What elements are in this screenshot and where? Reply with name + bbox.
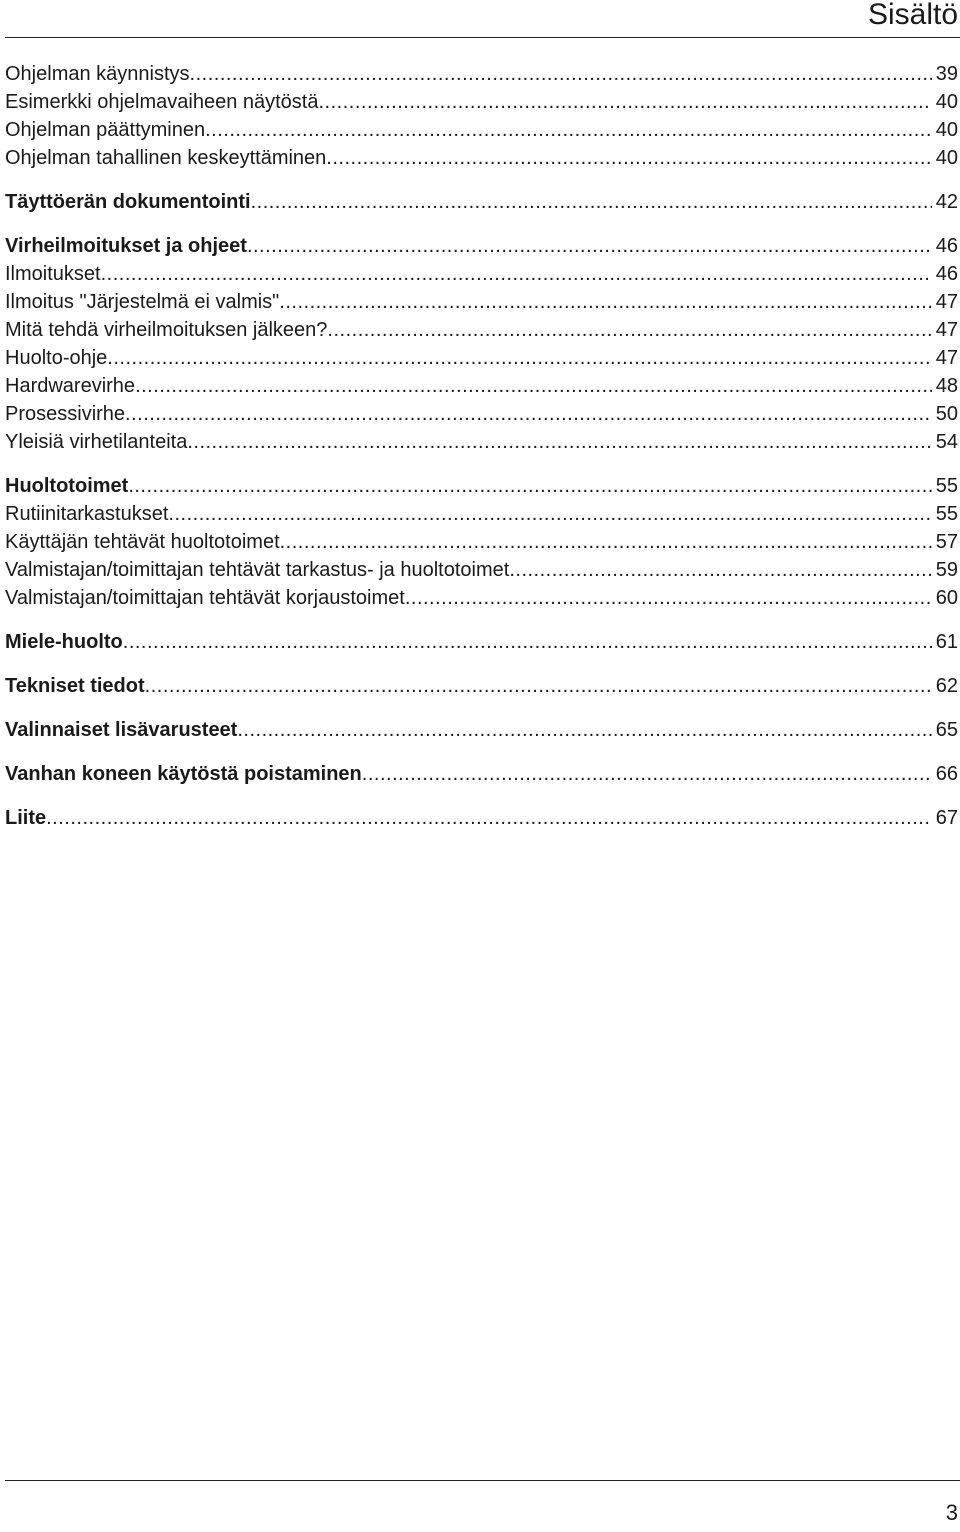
toc-entry-page: 47 <box>935 347 958 369</box>
toc-entry[interactable] <box>5 400 958 428</box>
toc-entry-label: Käyttäjän tehtävät huoltotoimet <box>5 531 280 553</box>
toc-entry-label: Hardwarevirhe <box>5 375 136 397</box>
toc-dot-leader <box>279 288 931 316</box>
toc-entry[interactable] <box>5 288 958 316</box>
toc-group <box>5 628 958 656</box>
toc-entry[interactable] <box>5 372 958 400</box>
toc-entry[interactable] <box>5 316 958 344</box>
toc-entry[interactable] <box>5 232 958 260</box>
toc-entry-page: 54 <box>935 431 958 453</box>
toc-entry-page: 48 <box>935 375 958 397</box>
toc-dot-leader <box>509 556 931 584</box>
toc-dot-leader <box>101 260 932 288</box>
toc-entry-label: Rutiinitarkastukset <box>5 503 169 525</box>
toc-entry[interactable] <box>5 60 958 88</box>
toc-entry-page: 61 <box>935 631 958 653</box>
toc-entry[interactable] <box>5 472 958 500</box>
toc-entry-page: 39 <box>935 63 958 85</box>
toc-dot-leader <box>125 400 932 428</box>
toc-entry[interactable] <box>5 428 958 456</box>
toc-entry-page: 50 <box>935 403 958 425</box>
toc-entry-page: 55 <box>935 475 958 497</box>
toc-entry[interactable] <box>5 556 958 584</box>
toc-entry-page: 46 <box>935 263 958 285</box>
toc-entry-label: Prosessivirhe <box>5 403 126 425</box>
toc-dot-leader <box>107 344 931 372</box>
toc-entry-label: Valinnaiset lisävarusteet <box>5 719 238 741</box>
toc-dot-leader <box>326 144 931 172</box>
toc-dot-leader <box>362 760 932 788</box>
toc-entry-page: 40 <box>935 119 958 141</box>
toc-dot-leader <box>247 232 932 260</box>
toc-group <box>5 60 958 172</box>
toc-entry[interactable] <box>5 144 958 172</box>
toc-entry-page: 67 <box>935 807 958 829</box>
toc-dot-leader <box>135 372 932 400</box>
toc-dot-leader <box>205 116 932 144</box>
toc-dot-leader <box>405 584 932 612</box>
toc-dot-leader <box>123 628 932 656</box>
toc-group <box>5 716 958 744</box>
toc-entry-page: 65 <box>935 719 958 741</box>
table-of-contents <box>5 60 958 848</box>
toc-entry-label: Liite <box>5 807 47 829</box>
toc-entry-label: Virheilmoitukset ja ohjeet <box>5 235 247 257</box>
toc-entry[interactable] <box>5 716 958 744</box>
toc-entry[interactable] <box>5 88 958 116</box>
toc-entry-label: Täyttöerän dokumentointi <box>5 191 251 213</box>
page-number: 3 <box>945 1500 958 1525</box>
toc-entry-label: Valmistajan/toimittajan tehtävät korjaustoimet <box>5 587 405 609</box>
toc-entry[interactable] <box>5 344 958 372</box>
toc-entry-label: Mitä tehdä virheilmoituksen jälkeen? <box>5 319 328 341</box>
toc-entry[interactable] <box>5 260 958 288</box>
toc-entry-label: Ohjelman päättyminen <box>5 119 206 141</box>
toc-entry-page: 55 <box>935 503 958 525</box>
toc-entry-page: 59 <box>935 559 958 581</box>
toc-entry-page: 47 <box>935 319 958 341</box>
toc-entry[interactable] <box>5 584 958 612</box>
toc-entry[interactable] <box>5 188 958 216</box>
toc-entry-label: Tekniset tiedot <box>5 675 145 697</box>
toc-entry-label: Huolto-ohje <box>5 347 108 369</box>
toc-entry-label: Vanhan koneen käytöstä poistaminen <box>5 763 362 785</box>
toc-entry-page: 66 <box>935 763 958 785</box>
toc-group <box>5 472 958 612</box>
toc-entry-label: Miele-huolto <box>5 631 123 653</box>
toc-dot-leader <box>145 672 932 700</box>
toc-dot-leader <box>237 716 931 744</box>
toc-entry[interactable] <box>5 628 958 656</box>
toc-group <box>5 232 958 456</box>
toc-entry-page: 47 <box>935 291 958 313</box>
toc-entry-label: Ilmoitus "Järjestelmä ei valmis" <box>5 291 280 313</box>
footer-divider <box>5 1480 960 1481</box>
toc-entry-label: Ohjelman käynnistys <box>5 63 190 85</box>
toc-group <box>5 804 958 832</box>
page-title: Sisältö <box>867 0 958 31</box>
toc-entry-page: 42 <box>935 191 958 213</box>
toc-entry-label: Ilmoitukset <box>5 263 101 285</box>
toc-dot-leader <box>280 528 932 556</box>
toc-dot-leader <box>187 428 931 456</box>
toc-entry[interactable] <box>5 760 958 788</box>
toc-entry-page: 60 <box>935 587 958 609</box>
toc-entry-page: 46 <box>935 235 958 257</box>
toc-entry[interactable] <box>5 528 958 556</box>
toc-dot-leader <box>319 88 932 116</box>
toc-dot-leader <box>168 500 931 528</box>
toc-dot-leader <box>46 804 932 832</box>
toc-entry[interactable] <box>5 116 958 144</box>
toc-dot-leader <box>327 316 931 344</box>
toc-entry[interactable] <box>5 500 958 528</box>
toc-dot-leader <box>251 188 932 216</box>
toc-entry[interactable] <box>5 804 958 832</box>
toc-entry-page: 57 <box>935 531 958 553</box>
toc-group <box>5 672 958 700</box>
toc-dot-leader <box>128 472 931 500</box>
header-divider <box>5 37 960 38</box>
toc-entry-label: Yleisiä virhetilanteita <box>5 431 188 453</box>
toc-entry-label: Valmistajan/toimittajan tehtävät tarkastus- ja huoltotoimet <box>5 559 510 581</box>
toc-entry-page: 62 <box>935 675 958 697</box>
toc-entry-page: 40 <box>935 91 958 113</box>
toc-entry[interactable] <box>5 672 958 700</box>
toc-group <box>5 188 958 216</box>
toc-dot-leader <box>190 60 932 88</box>
toc-entry-label: Esimerkki ohjelmavaiheen näytöstä <box>5 91 319 113</box>
toc-entry-page: 40 <box>935 147 958 169</box>
toc-entry-label: Huoltotoimet <box>5 475 129 497</box>
toc-group <box>5 760 958 788</box>
toc-entry-label: Ohjelman tahallinen keskeyttäminen <box>5 147 327 169</box>
